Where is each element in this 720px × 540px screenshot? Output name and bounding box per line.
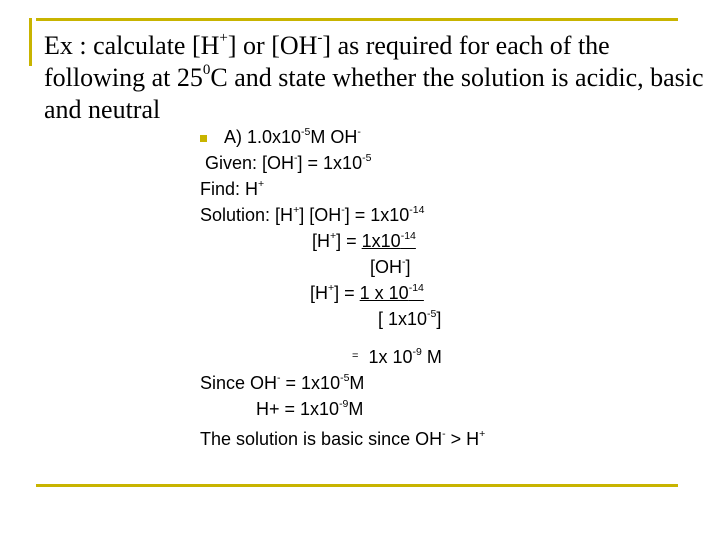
left-rule [29, 18, 32, 66]
part-a-line: A) $1.0x10^{-5}M$ OH- [224, 126, 361, 147]
given-line: Given: $[OH^-] = 1x10^{-5}$ [205, 152, 372, 173]
bullet-square-icon [200, 135, 207, 142]
slide-title: Ex : calculate [H+] or [OH-] as required for each of the following at $25^0C$ and state whether the solution is acidic, basic and neutral [44, 30, 704, 124]
step2-denominator-line: [ $1x10^{-5}$] [378, 308, 442, 329]
find-line: Find: H+ [200, 178, 265, 199]
since-oh-line: Since $OH^- = 1x10^{-5}M$ [200, 372, 365, 393]
step2-numerator-line: [H+] = 1 x $10^{-14}$ [310, 282, 424, 303]
since-h-line: $H+ = 1x10^{-9}M$ [256, 398, 364, 419]
bottom-rule [36, 484, 678, 487]
top-rule [36, 18, 678, 21]
step1-numerator-line: $[H^+] = 1x10^{-14}$ [312, 230, 416, 251]
conclusion-line: The solution is basic since OH- > H+ [200, 428, 486, 449]
solution-line: Solution: [H+] $[OH^-] = 1x10^{-14}$ [200, 204, 425, 225]
result-line: = 1x $10^{-9}$ M [352, 346, 442, 367]
step1-denominator-line: [OH-] [370, 256, 411, 277]
